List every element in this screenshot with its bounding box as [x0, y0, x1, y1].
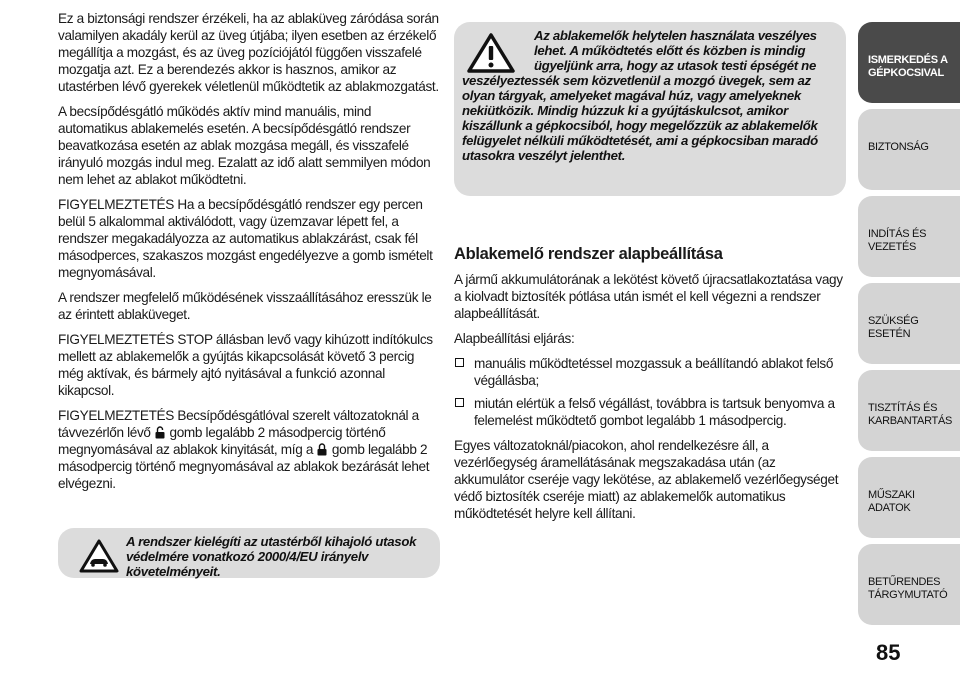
tab-index[interactable]: BETŰRENDES TÁRGYMUTATÓ: [858, 544, 960, 625]
paragraph-intro: Ez a biztonsági rendszer érzékeli, ha az ablaküveg záródása során valamilyen akadály kerül az üveg útjába; ilyen esetben az érzékelő megállítja a mozgást, és az üveg pozíciójától függően visszafelé mozgatja azt. Ez a berendezés akkor is hasznos, amikor az utastérben lévő gyerekek véletlenül működtetik az ablakmozgatást.: [58, 11, 439, 94]
remote-text-b: gomb legalább 2 másodpercig történő megnyomásával az ablakok kinyitását, míg a: [58, 425, 386, 457]
paragraph-procedure: Alapbeállítási eljárás:: [454, 331, 575, 346]
list-item: miután elértük a felső végállást, továbbra is tartsuk benyomva a felemelést működtető gombot legalább 1 másodpercig.: [454, 395, 846, 429]
right-column: [454, 246, 846, 530]
procedure-list: [454, 355, 846, 429]
tab-getting-to-know[interactable]: ISMERKEDÉS A GÉPKOCSIVAL: [858, 22, 960, 103]
checkbox-bullet-icon: [455, 398, 464, 407]
tab-emergency[interactable]: SZÜKSÉG ESETÉN: [858, 283, 960, 364]
warning-box-window-lifts: [454, 22, 846, 196]
paragraph-warning-5-times: FIGYELMEZTETÉS Ha a becsípődésgátló rendszer egy percen belül 5 alkalommal aktiválódott, vagy üzemzavar lépett fel, a rendszer megakadályozza az automatikus ablakzárást, csak fél másodperces, szakaszos mozgást engedélyezve a gomb ismételt megnyomásával.: [58, 197, 433, 280]
page-number: 85: [876, 640, 901, 665]
tab-maintenance[interactable]: TISZTÍTÁS ÉS KARBANTARTÁS: [858, 370, 960, 451]
warning-text-window-lifts: Az ablakemelők helytelen használata veszélyes lehet. A működtetés előtt és közben is mindig ügyeljünk arra, hogy az utasok testi épségét ne veszélyeztessék sem közvetlenül a mozgó üvegek, sem az olyan tárgyak, amelyeket magával húz, vagy amelyeknek nekiütközik. Mindig húzzuk ki a gyújtáskulcsot, amikor kiszállunk a gépkocsiból, hogy megelőzzük az ablakemelők felügyelet nélküli működtetését, ami a gépkocsiban maradó utasokra veszélyt jelenthet.: [462, 28, 818, 163]
left-column: [58, 10, 442, 500]
remote-text-a: FIGYELMEZTETÉS Becsípődésgátlóval szerelt változatoknál a távvezérlőn lévő: [58, 408, 419, 440]
paragraph-markets: Egyes változatoknál/piacokon, ahol rendelkezésre áll, a vezérlőegység áramellátásának megszakadása után (az akkumulátor cseréje vagy lekötése, az ablakemelő vezérlőegységet védő biztosíték cseréje miatt) az ablakemelők automatikus működtetését helyre kell állítani.: [454, 438, 839, 521]
list-item: manuális működtetéssel mozgassuk a beállítandó ablakot felső végállásba;: [454, 355, 846, 389]
car-warning-triangle-icon: [78, 538, 120, 574]
remote-text-c: gomb legalább 2 másodpercig történő megnyomásával az ablakok bezárását lehet elvégezni.: [58, 442, 430, 491]
paragraph-warning-stop: FIGYELMEZTETÉS STOP állásban levő vagy kihúzott indítókulcs mellett az ablakemelők a gyújtás kikapcsolását követő 3 percig még aktívak, és bármely ajtó nyitásával a funkció azonnal kikapcsol.: [58, 332, 433, 398]
paragraph-anti-pinch: A becsípődésgátló működés aktív mind manuális, mind automatikus ablakemelés esetén. A becsípődésgátló rendszer beavatkozása esetén az ablak mozgása megáll, és visszafelé irányuló mozgás indul meg. Ezalatt az idő alatt semmilyen módon nem lehet az ablakot működtetni.: [58, 104, 431, 187]
paragraph-remote: [58, 407, 442, 492]
paragraph-reset: A rendszer megfelelő működésének visszaállításához eresszük le az érintett ablaküveget.: [58, 290, 432, 322]
padlock-open-icon: [155, 426, 165, 439]
tab-technical-data[interactable]: MŰSZAKI ADATOK: [858, 457, 960, 538]
section-heading: Ablakemelő rendszer alapbeállítása: [454, 245, 723, 263]
padlock-closed-icon: [317, 443, 327, 456]
info-text-directive: A rendszer kielégíti az utastérből kihajoló utasok védelmére vonatkozó 2000/4/EU irányelv követelményeit.: [126, 534, 417, 579]
chapter-tabs: [858, 22, 960, 631]
info-box-directive: [58, 528, 440, 578]
tab-starting-driving[interactable]: INDÍTÁS ÉS VEZETÉS: [858, 196, 960, 277]
paragraph-initialisation: A jármű akkumulátorának a lekötést követő újracsatlakoztatása vagy a kiolvadt biztosíték pótlása után ismét el kell végezni a rendszer alapbeállítását.: [454, 272, 843, 321]
checkbox-bullet-icon: [455, 358, 464, 367]
tab-safety[interactable]: BIZTONSÁG: [858, 109, 960, 190]
